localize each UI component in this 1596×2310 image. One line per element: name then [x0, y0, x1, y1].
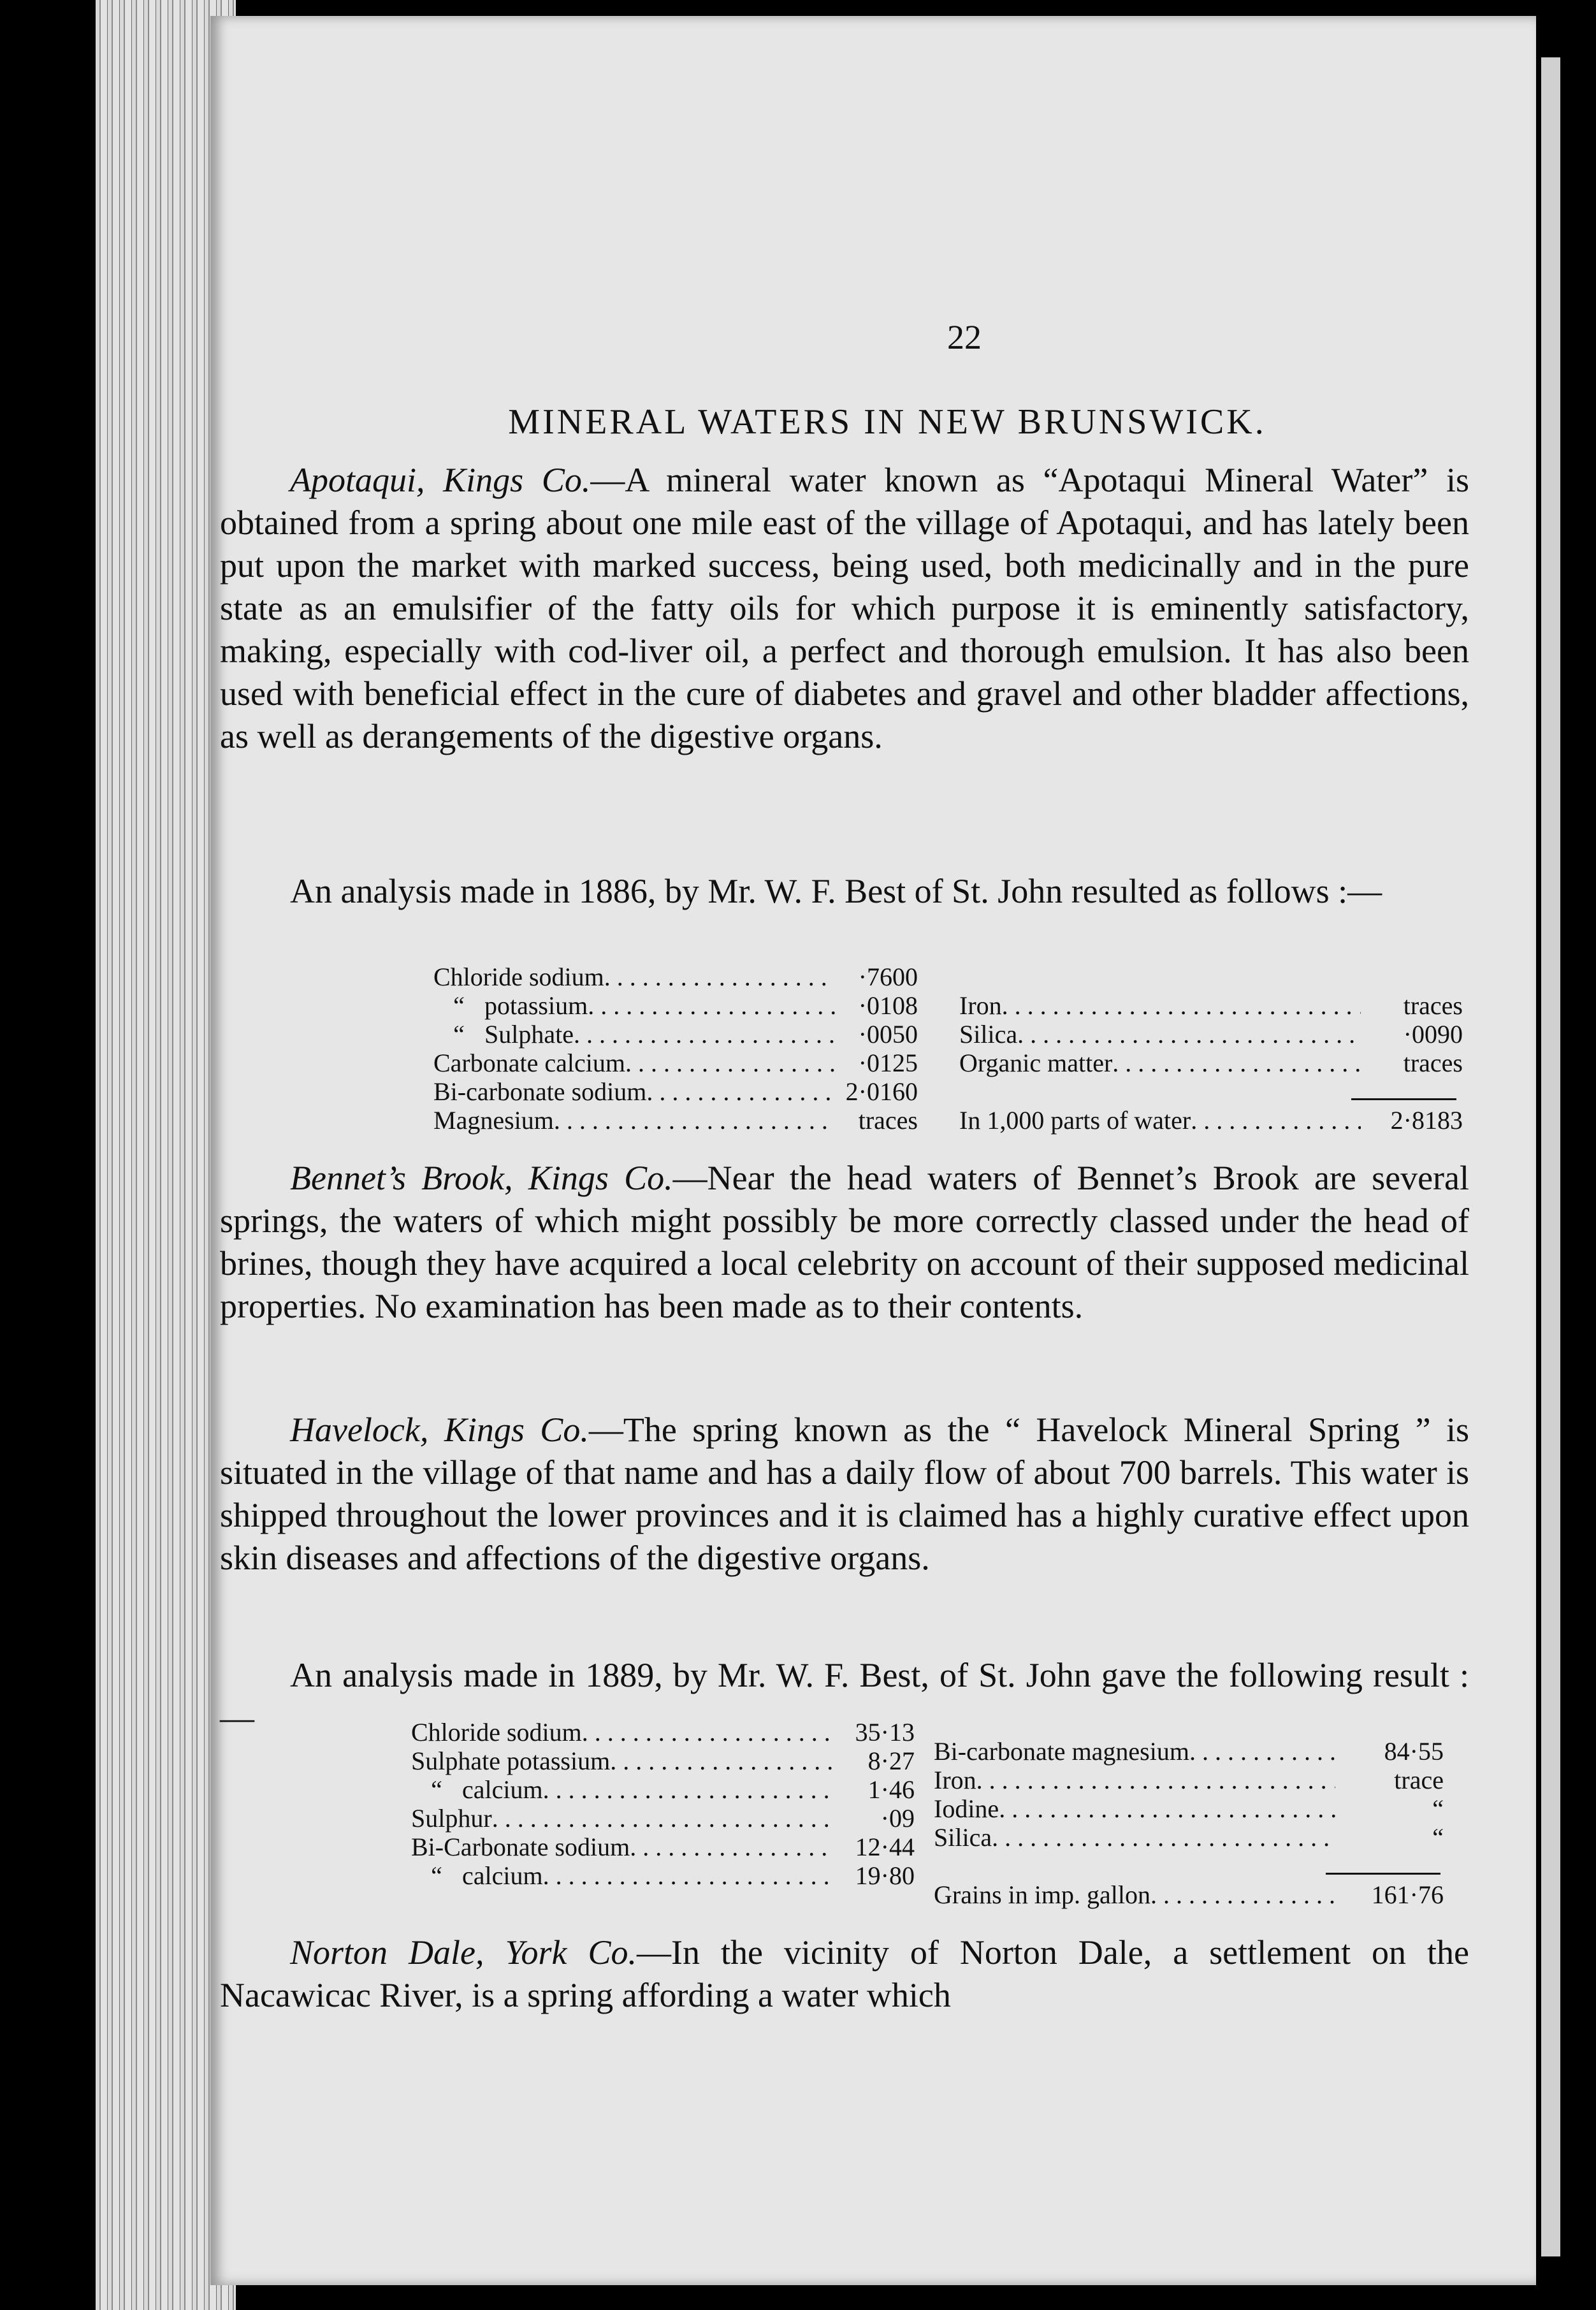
apotaqui-left-label: Sulphate	[484, 1020, 574, 1049]
apotaqui-right-label: In 1,000 parts of water	[959, 1106, 1191, 1135]
havelock-left-value: 19·80	[855, 1861, 915, 1890]
apotaqui-right-dot-leader	[1017, 1020, 1361, 1049]
havelock-left-value: 1·46	[867, 1775, 915, 1804]
apotaqui-right-dot-leader	[1002, 991, 1361, 1020]
havelock-left-row	[411, 1833, 915, 1861]
havelock-right-label: Iron	[934, 1766, 976, 1794]
havelock-left-value: 35·13	[855, 1718, 915, 1747]
havelock-left-label: calcium	[462, 1775, 543, 1804]
apotaqui-left-row	[433, 1049, 918, 1077]
apotaqui-right-row	[959, 1049, 1463, 1077]
havelock-right-dot-leader	[1189, 1737, 1335, 1766]
havelock-right-row	[934, 1880, 1444, 1909]
havelock-paragraph	[220, 1409, 1469, 1580]
havelock-left-value: 8·27	[867, 1747, 915, 1775]
havelock-left-row	[411, 1775, 915, 1804]
apotaqui-left-value: ·0108	[858, 991, 918, 1020]
apotaqui-right-dot-leader	[1112, 1049, 1361, 1077]
apotaqui-left-row	[433, 1077, 918, 1106]
havelock-left-ditto-mark: “	[431, 1775, 442, 1804]
havelock-right-label: Silica	[934, 1823, 992, 1852]
apotaqui-table-right	[959, 991, 1463, 1135]
apotaqui-left-ditto-mark: “	[453, 991, 465, 1020]
havelock-analysis-text: An analysis made in 1889, by Mr. W. F. Best, of St. John gave the following result :—	[220, 1656, 1469, 1737]
havelock-left-dot-leader	[492, 1804, 832, 1833]
havelock-right-dot-leader	[976, 1766, 1335, 1794]
apotaqui-right-value: traces	[1403, 991, 1463, 1020]
havelock-left-label: Chloride sodium	[411, 1718, 582, 1747]
apotaqui-total-rule	[1351, 1098, 1456, 1100]
havelock-left-label: Sulphate potassium	[411, 1747, 611, 1775]
havelock-left-dot-leader	[582, 1718, 832, 1747]
apotaqui-paragraph	[220, 459, 1469, 758]
havelock-right-value: “	[1432, 1794, 1444, 1823]
havelock-right-dot-leader	[999, 1794, 1335, 1823]
havelock-right-value: trace	[1394, 1766, 1444, 1794]
havelock-left-dot-leader	[543, 1775, 832, 1804]
havelock-right-value: “	[1432, 1823, 1444, 1852]
havelock-right-label: Bi-carbonate magnesium	[934, 1737, 1189, 1766]
havelock-table-right	[934, 1737, 1444, 1909]
havelock-left-label: Sulphur	[411, 1804, 492, 1833]
apotaqui-right-value: traces	[1403, 1049, 1463, 1077]
apotaqui-left-row	[433, 1106, 918, 1135]
page-right-edge	[1541, 57, 1560, 2256]
havelock-left-row	[411, 1861, 915, 1890]
apotaqui-right-value: 2·8183	[1390, 1106, 1463, 1135]
apotaqui-right-row	[959, 1020, 1463, 1049]
havelock-left-row	[411, 1804, 915, 1833]
havelock-left-label: calcium	[462, 1861, 543, 1890]
havelock-right-dot-leader	[1150, 1880, 1335, 1909]
apotaqui-left-dot-leader	[554, 1106, 835, 1135]
havelock-right-row	[934, 1766, 1444, 1794]
apotaqui-analysis-intro	[220, 870, 1469, 913]
apotaqui-left-ditto-mark: “	[453, 1020, 465, 1049]
apotaqui-left-value: 2·0160	[845, 1077, 918, 1106]
havelock-left-value: 12·44	[855, 1833, 915, 1861]
havelock-right-row	[934, 1794, 1444, 1823]
page-number: 22	[947, 318, 982, 356]
apotaqui-left-dot-leader	[625, 1049, 835, 1077]
apotaqui-left-row	[433, 1020, 918, 1049]
apotaqui-left-value: traces	[858, 1106, 918, 1135]
norton-dale-text: —In the vicinity of Norton Dale, a settlement on the Nacawicac River, is a spring affording a water which	[220, 1933, 1469, 2014]
havelock-total-rule	[1326, 1873, 1440, 1875]
bennets-brook-paragraph	[220, 1157, 1469, 1328]
apotaqui-left-dot-leader	[604, 962, 835, 991]
apotaqui-text: —A mineral water known as “Apotaqui Mineral Water” is obtained from a spring about one mile east of the village of Apotaqui, and has lately been put upon the market with marked success, being used, both medicinally and in the pure state as an emulsifier of the fatty oils for which purpose it is eminently satisfactory, making, especially with cod-liver oil, a perfect and thorough emulsion. It has also been used with beneficial effect in the cure of diabetes and gravel and other bladder affections, as well as derangements of the digestive organs.	[220, 461, 1470, 755]
apotaqui-right-row	[959, 1106, 1463, 1135]
havelock-left-row	[411, 1747, 915, 1775]
havelock-left-row	[411, 1718, 915, 1747]
apotaqui-left-label: potassium	[484, 991, 588, 1020]
havelock-right-value: 84·55	[1384, 1737, 1444, 1766]
bennets-brook-place: Bennet’s Brook, Kings Co.	[290, 1159, 673, 1197]
havelock-right-label: Iodine	[934, 1794, 999, 1823]
apotaqui-right-row	[959, 991, 1463, 1020]
apotaqui-left-value: ·0050	[858, 1020, 918, 1049]
apotaqui-right-label: Silica	[959, 1020, 1018, 1049]
norton-dale-place: Norton Dale, York Co.	[290, 1933, 637, 1972]
apotaqui-left-value: ·7600	[858, 962, 918, 991]
havelock-right-value: 161·76	[1371, 1880, 1444, 1909]
havelock-place: Havelock, Kings Co.	[290, 1411, 589, 1449]
havelock-right-row	[934, 1852, 1444, 1880]
apotaqui-right-value: ·0090	[1403, 1020, 1463, 1049]
havelock-text: —The spring known as the “ Havelock Mineral Spring ” is situated in the village of that name and has a daily flow of about 700 barrels. This water is shipped throughout the lower provinces and it is claimed has a highly curative effect upon skin diseases and affections of the digestive organs.	[220, 1411, 1469, 1577]
havelock-right-label: Grains in imp. gallon	[934, 1880, 1150, 1909]
havelock-left-ditto-mark: “	[431, 1861, 442, 1890]
havelock-right-dot-leader	[992, 1823, 1335, 1852]
apotaqui-left-label: Chloride sodium	[433, 962, 604, 991]
apotaqui-right-label: Iron	[959, 991, 1002, 1020]
apotaqui-right-dot-leader	[1191, 1106, 1361, 1135]
apotaqui-place: Apotaqui, Kings Co.	[290, 461, 591, 499]
apotaqui-right-row	[959, 1077, 1463, 1106]
havelock-left-value: ·09	[880, 1804, 915, 1833]
apotaqui-left-value: ·0125	[858, 1049, 918, 1077]
apotaqui-analysis-text: An analysis made in 1886, by Mr. W. F. Best of St. John resulted as follows :—	[290, 872, 1382, 910]
page-heading: MINERAL WATERS IN NEW BRUNSWICK.	[508, 402, 1266, 442]
havelock-table-left	[411, 1718, 915, 1890]
apotaqui-left-label: Bi-carbonate sodium	[433, 1077, 647, 1106]
bennets-brook-text: —Near the head waters of Bennet’s Brook are several springs, the waters of which might possibly be more correctly classed under the head of brines, though they have acquired a local celebrity on account of their supposed medicinal properties. No examination has been made as to their contents.	[220, 1159, 1469, 1325]
apotaqui-left-dot-leader	[588, 991, 835, 1020]
norton-dale-paragraph	[220, 1931, 1469, 2017]
apotaqui-right-label: Organic matter	[959, 1049, 1113, 1077]
havelock-right-row	[934, 1737, 1444, 1766]
havelock-left-dot-leader	[543, 1861, 832, 1890]
havelock-left-dot-leader	[610, 1747, 832, 1775]
havelock-left-label: Bi-Carbonate sodium	[411, 1833, 630, 1861]
apotaqui-left-row	[433, 991, 918, 1020]
apotaqui-left-row	[433, 962, 918, 991]
apotaqui-left-label: Carbonate calcium	[433, 1049, 625, 1077]
havelock-right-row	[934, 1823, 1444, 1852]
havelock-left-dot-leader	[630, 1833, 832, 1861]
apotaqui-left-dot-leader	[646, 1077, 835, 1106]
apotaqui-left-label: Magnesium	[433, 1106, 554, 1135]
apotaqui-left-dot-leader	[574, 1020, 835, 1049]
apotaqui-table-left	[433, 962, 918, 1135]
